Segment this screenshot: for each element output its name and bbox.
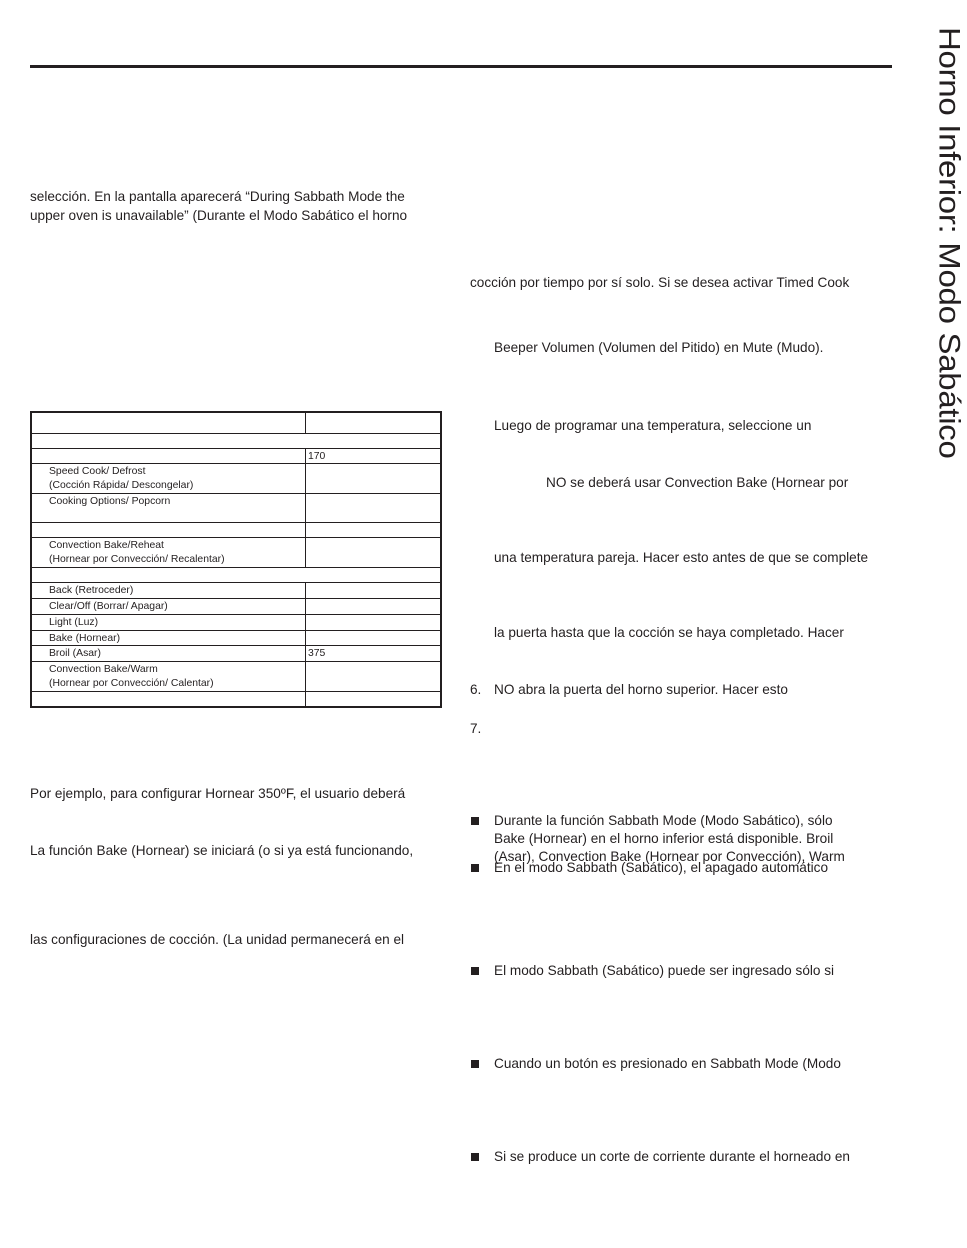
table-row (31, 662, 441, 692)
intro-line-2: upper oven is unavailable” (Durante el Modo Sabático el horno (30, 208, 408, 223)
table-row (31, 599, 441, 615)
door-line: la puerta hasta que la cocción se haya completado. Hacer (494, 625, 844, 640)
step-7-number: 7. (470, 721, 482, 736)
table-cell (306, 523, 442, 538)
table-cell: 375 (306, 646, 442, 662)
table-cell (306, 599, 442, 615)
table-cell (306, 583, 442, 599)
bullet-square-icon (471, 817, 479, 825)
table-cell (306, 412, 442, 433)
table-cell: 170 (306, 448, 442, 464)
key-label: Cooking Options/ Popcorn (49, 496, 171, 507)
table-row (31, 614, 441, 630)
note-1-line-1: Durante la función Sabbath Mode (Modo Sabático), sólo (494, 813, 833, 828)
convection-warning-line: NO se deberá usar Convection Bake (Hornear por (546, 475, 849, 490)
key-label-translation: (Hornear por Convección/ Calentar) (49, 677, 214, 689)
key-label-translation: (Cocción Rápida/ Descongelar) (49, 479, 194, 491)
table-cell (306, 692, 442, 707)
table-cell (31, 662, 306, 692)
timed-cook-line: cocción por tiempo por sí solo. Si se desea activar Timed Cook (470, 275, 850, 290)
bullet-square-icon (471, 864, 479, 872)
table-cell (31, 568, 441, 583)
table-cell (306, 538, 442, 568)
note-1-line-2: Bake (Hornear) en el horno inferior está disponible. Broil (494, 831, 834, 846)
key-label: Convection Bake/Reheat (49, 540, 164, 551)
table-cell (306, 630, 442, 646)
table-row (31, 538, 441, 568)
table-row (31, 583, 441, 599)
bullet-square-icon (471, 967, 479, 975)
note-2: En el modo Sabbath (Sabático), el apagado automático (494, 860, 829, 875)
step-6-number: 6. (470, 682, 482, 697)
table-row (31, 494, 441, 523)
table-row (31, 692, 441, 707)
key-label: Convection Bake/Warm (49, 664, 158, 675)
table-cell (306, 662, 442, 692)
table-cell (31, 464, 306, 494)
table-cell: Broil (Asar) (31, 646, 306, 662)
note-5: Si se produce un corte de corriente durante el horneado en (494, 1149, 850, 1164)
table-cell (306, 494, 442, 523)
table-row (31, 464, 441, 494)
bake-start-line: La función Bake (Hornear) se iniciará (o si ya está funcionando, (30, 843, 414, 858)
even-temperature-line: una temperatura pareja. Hacer esto antes de que se complete (494, 550, 869, 565)
table-cell (31, 412, 306, 433)
intro-line-1: selección. En la pantalla aparecerá “During Sabbath Mode the (30, 189, 405, 204)
table-row (31, 433, 441, 448)
header-rule (30, 65, 892, 68)
table-cell: Clear/Off (Borrar/ Apagar) (31, 599, 306, 615)
table-cell (31, 692, 306, 707)
table-cell (31, 448, 306, 464)
table-cell (31, 523, 306, 538)
key-label: Speed Cook/ Defrost (49, 466, 146, 477)
table-row (31, 448, 441, 464)
table-row (31, 523, 441, 538)
table-cell: Back (Retroceder) (31, 583, 306, 599)
temperature-line: Luego de programar una temperatura, seleccione un (494, 418, 812, 433)
note-3: El modo Sabbath (Sabático) puede ser ingresado sólo si (494, 963, 835, 978)
key-label-translation: (Hornear por Convección/ Recalentar) (49, 553, 225, 565)
note-1-line-3: (Asar), Convection Bake (Hornear por Convección), Warm (494, 849, 845, 864)
beeper-volume-line: Beeper Volumen (Volumen del Pitido) en Mute (Mudo). (494, 340, 824, 355)
table-cell (306, 464, 442, 494)
table-row (31, 412, 441, 433)
table-cell: Bake (Hornear) (31, 630, 306, 646)
table-row (31, 568, 441, 583)
table-cell (31, 494, 306, 523)
table-cell (31, 538, 306, 568)
bullet-square-icon (471, 1060, 479, 1068)
step-6-text: NO abra la puerta del horno superior. Hacer esto (494, 682, 788, 697)
bullet-square-icon (471, 1153, 479, 1161)
note-4: Cuando un botón es presionado en Sabbath Mode (Modo (494, 1056, 841, 1071)
example-line: Por ejemplo, para configurar Hornear 350ºF, el usuario deberá (30, 786, 406, 801)
table-row (31, 630, 441, 646)
table-cell (306, 614, 442, 630)
sabbath-key-table (30, 411, 442, 708)
table-row (31, 646, 441, 662)
table-cell (31, 433, 441, 448)
side-section-title: Horno Inferior: Modo Sabático (933, 27, 967, 459)
settings-line: las configuraciones de cocción. (La unidad permanecerá en el (30, 932, 405, 947)
table-cell: Light (Luz) (31, 614, 306, 630)
